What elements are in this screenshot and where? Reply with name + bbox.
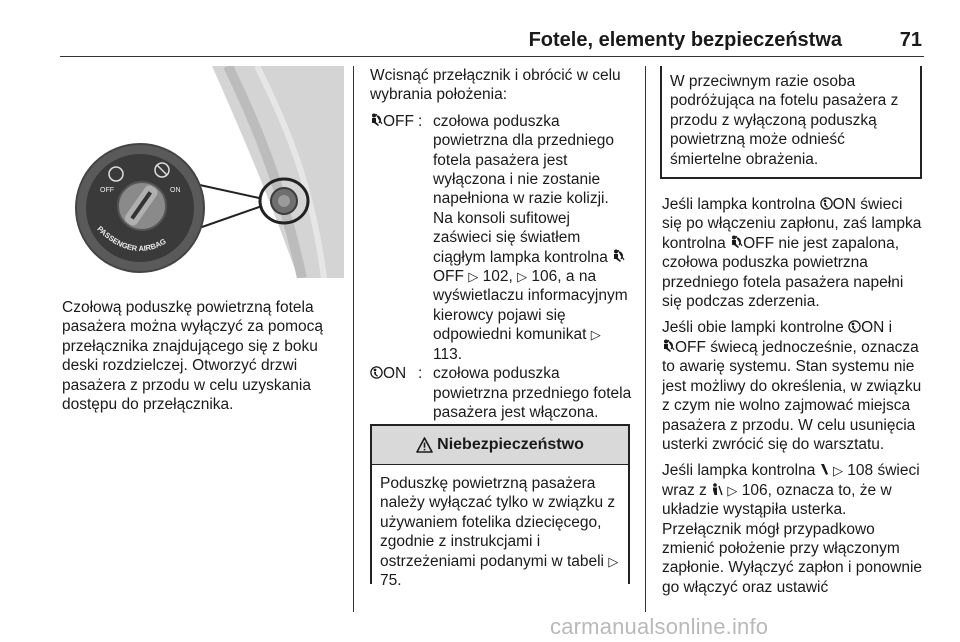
airbag-switch-photo [62,66,344,278]
definition-off [370,112,632,364]
danger-warning-box [370,424,630,590]
colon: : [418,112,423,130]
switch-label-on: ON [170,187,181,194]
watermark: carmanualsonline.info [550,614,769,639]
paragraph-both-lamps [662,318,924,454]
off-ref-1: 102, [482,268,518,286]
page-ref-arrow-icon[interactable]: ▷ [727,482,738,498]
definition-on-text: czołowa poduszka powietrzna przedniego fotela pasażera jest włączona. [433,365,632,421]
off-def-text-1: czołowa poduszka powietrzna dla przedniego fotela pasażera jest wyłączona i nie zostanie napełniona w razie kolizji. Na konsoli sufitowej zaświeci się światłem ciągłym lampka kontrolna [433,112,614,266]
page-ref-arrow-icon[interactable]: ▷ [468,269,479,285]
p1-text-c: OFF nie jest zapalona, czołowa poduszka powietrzna przedniego fotela pasażera napełni się podczas zderzenia. [662,234,904,311]
on-term-label: ON [383,365,407,383]
airbag-off-icon [370,113,383,127]
definition-off-text [433,112,632,364]
warning-ref: 75. [380,572,402,590]
warning-text: Poduszkę powietrzną pasażera należy wyłączać tylko w związku z używaniem fotelika dziecięcego, zgodnie z instrukcjami i ostrzeżeniami podanymi w tabeli [380,475,616,570]
p1-text-a: Jeśli lampka kontrolna [662,196,820,214]
page-number: 71 [899,29,922,51]
column-1 [62,66,344,414]
page-ref-arrow-icon[interactable]: ▷ [517,269,528,285]
p2-text-b: ON i [861,319,893,337]
airbag-on-icon [820,197,833,210]
switch-intro: Wcisnąć przełącznik i obrócić w celu wybrania położenia: [370,67,621,104]
warning-header [372,426,628,465]
warning-triangle-icon [416,437,433,453]
paragraph-on-lamp [662,195,924,311]
off-ref-3: 113. [433,345,463,363]
switch-label-off: OFF [100,187,114,194]
page-header-title: Fotele, elementy bezpieczeństwa [528,29,842,51]
page-ref-arrow-icon[interactable]: ▷ [832,463,843,479]
p2-text-a: Jeśli obie lampki kontrolne [662,319,849,337]
p3-text-a: Jeśli lampka kontrolna [662,462,820,480]
airbag-off-icon [662,339,675,353]
airbag-on-icon [848,320,861,333]
airbag-off-icon [612,249,625,263]
airbag-fault-icon [820,463,829,476]
column-divider-2 [645,66,646,612]
header-rule [60,56,924,57]
off-term-label: OFF [383,112,414,130]
warning-continuation-box: W przeciwnym razie osoba podróżująca na fotelu pasażera z przodu z wyłączoną poduszką powietrzną może odnieść śmiertelne obrażenia. [660,66,922,179]
p2-text-c: OFF świecą jednocześnie, oznacza to awarię systemu. Stan systemu nie jest możliwy do określenia, w związku z czym nie wolno zajmować miejsca pasażera z przodu. W celu usunięcia usterki zwrócić się do warsztatu. [662,338,922,453]
colon: : [418,365,423,383]
definition-off-term [370,112,418,364]
page-ref-arrow-icon[interactable]: ▷ [608,553,619,569]
warning-body [372,465,628,590]
column-2 [370,66,632,422]
airbag-off-icon [730,235,743,249]
paragraph-fault-lamp [662,461,924,597]
page-ref-arrow-icon[interactable]: ▷ [590,327,601,343]
switch-label-passenger-airbag: PASSENGER AIRBAG [95,224,168,254]
definition-on-term [370,364,418,422]
off-def-text-2: OFF [433,268,469,286]
p3-text-c: 106, oznacza to, że w układzie wystąpiła usterka. Przełącznik mógł przypadkowo zmienić położenie przy włączonym zapłonie. Wyłączyć zapłon i ponownie go włączyć oraz ustawić [662,481,923,596]
seatbelt-reminder-icon [711,483,723,496]
airbag-on-icon [370,366,383,379]
photo-caption: Czołową poduszkę powietrzną fotela pasażera można wyłączyć za pomocą przełącznika znajdującego się z boku deski rozdzielczej. Otworzyć drzwi pasażera z przodu w celu uzyskania dostępu do przełącznika. [62,299,324,414]
definition-on [370,364,632,422]
warning-title: Niebezpieczeństwo [437,436,584,453]
column-divider-1 [353,66,354,612]
p3-text-b: 108 świeci wraz z [662,462,920,499]
off-ref-2: 106, a na wyświetlaczu informacyjnym kierowcy pojawi się odpowiedni komunikat [433,268,628,344]
p1-text-b: ON świeci się po włączeniu zapłonu, zaś lampka kontrolna [662,196,922,252]
column-3 [662,66,924,597]
